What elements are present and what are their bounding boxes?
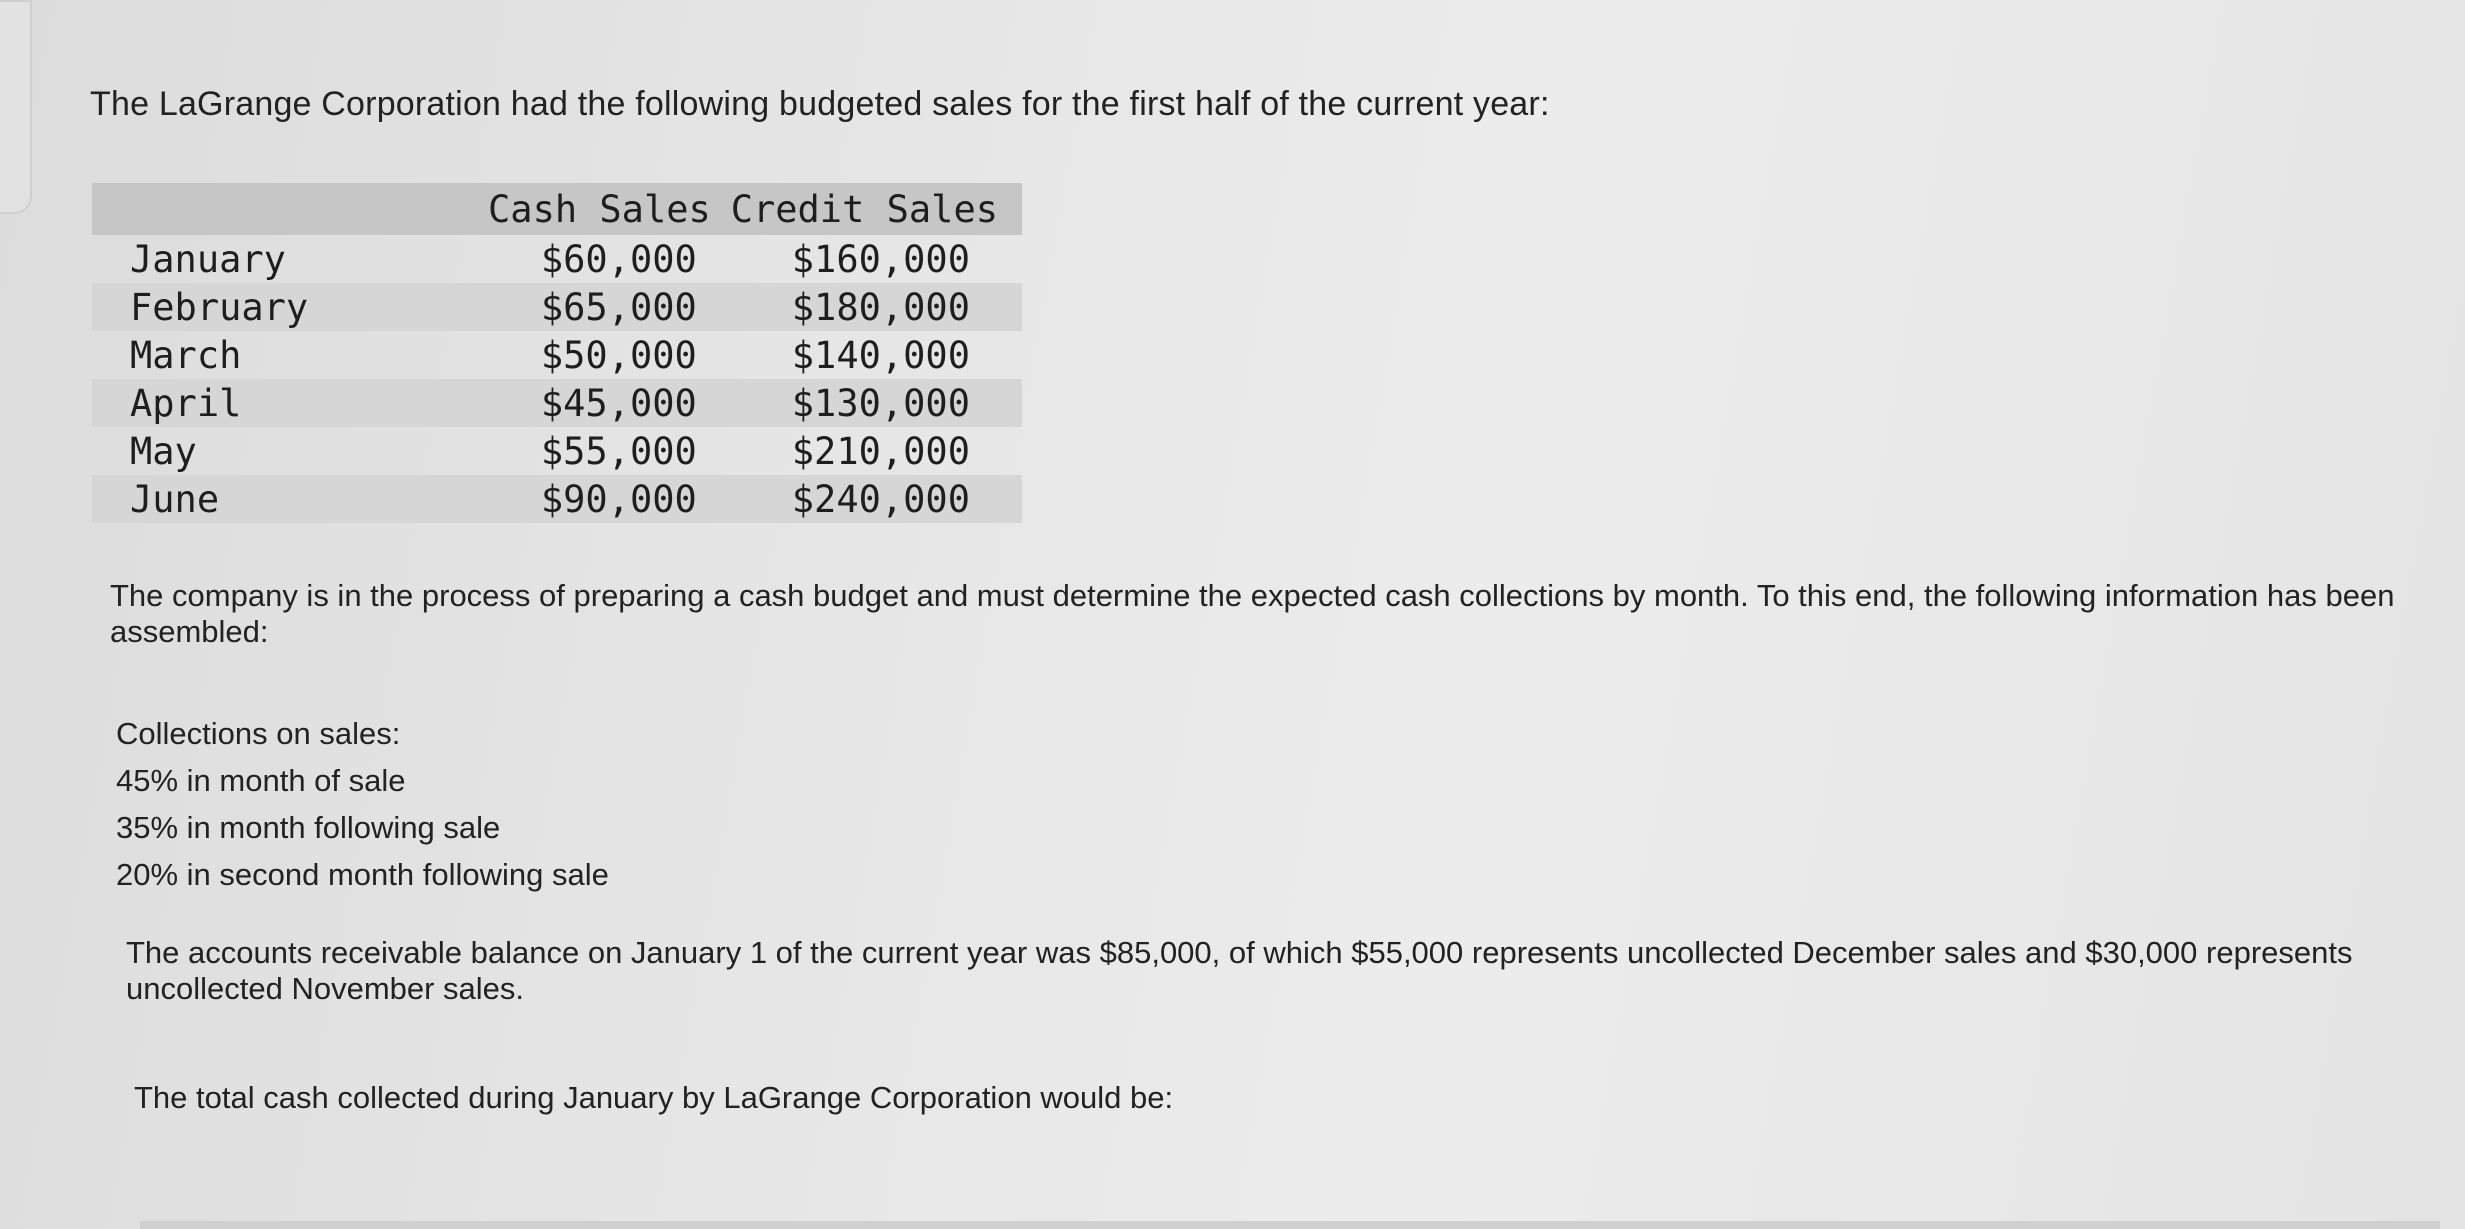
collections-heading: Collections on sales: (116, 716, 401, 751)
credit-sales-cell: $140,000 (791, 333, 970, 377)
table-header-row (92, 183, 1022, 235)
cash-sales-cell: $90,000 (540, 477, 697, 521)
credit-sales-cell: $210,000 (791, 429, 970, 473)
list-item: 45% in month of sale (116, 763, 406, 798)
side-panel-tab[interactable] (0, 0, 32, 214)
header-credit-sales: Credit Sales (730, 187, 998, 231)
month-cell: May (130, 429, 197, 473)
table-row (92, 427, 1022, 475)
list-item: 35% in month following sale (116, 810, 501, 845)
list-item: 20% in second month following sale (116, 857, 609, 892)
credit-sales-cell: $240,000 (791, 477, 970, 521)
table-row (92, 331, 1022, 379)
table-row (92, 379, 1022, 427)
header-month (92, 183, 418, 235)
month-cell: February (130, 285, 309, 329)
credit-sales-cell: $160,000 (791, 237, 970, 281)
month-cell: March (130, 333, 242, 377)
collections-list (116, 710, 609, 898)
table-row (92, 235, 1022, 283)
cash-sales-cell: $45,000 (540, 381, 697, 425)
month-cell: April (130, 381, 242, 425)
cash-sales-cell: $65,000 (540, 285, 697, 329)
budgeted-sales-table (92, 183, 1022, 523)
table-row (92, 283, 1022, 331)
month-cell: June (130, 477, 220, 521)
accounts-receivable-paragraph: The accounts receivable balance on January 1 of the current year was $85,000, of which $55,000 represents uncollected December sales and $30,000 represents uncollected November sales. (126, 935, 2353, 1006)
month-cell: January (130, 237, 286, 281)
answer-area-edge (140, 1221, 2440, 1229)
credit-sales-cell: $180,000 (791, 285, 970, 329)
cash-sales-cell: $50,000 (540, 333, 697, 377)
cash-budget-paragraph: The company is in the process of preparing a cash budget and must determine the expected cash collections by month. To this end, the following information has been assembled: (110, 578, 2395, 649)
credit-sales-cell: $130,000 (791, 381, 970, 425)
table-row (92, 475, 1022, 523)
question-text: The total cash collected during January by LaGrange Corporation would be: (134, 1080, 1174, 1115)
cash-sales-cell: $55,000 (540, 429, 697, 473)
header-cash-sales: Cash Sales (488, 187, 711, 231)
cash-sales-cell: $60,000 (540, 237, 697, 281)
intro-text: The LaGrange Corporation had the following budgeted sales for the first half of the current year: (90, 85, 1550, 123)
